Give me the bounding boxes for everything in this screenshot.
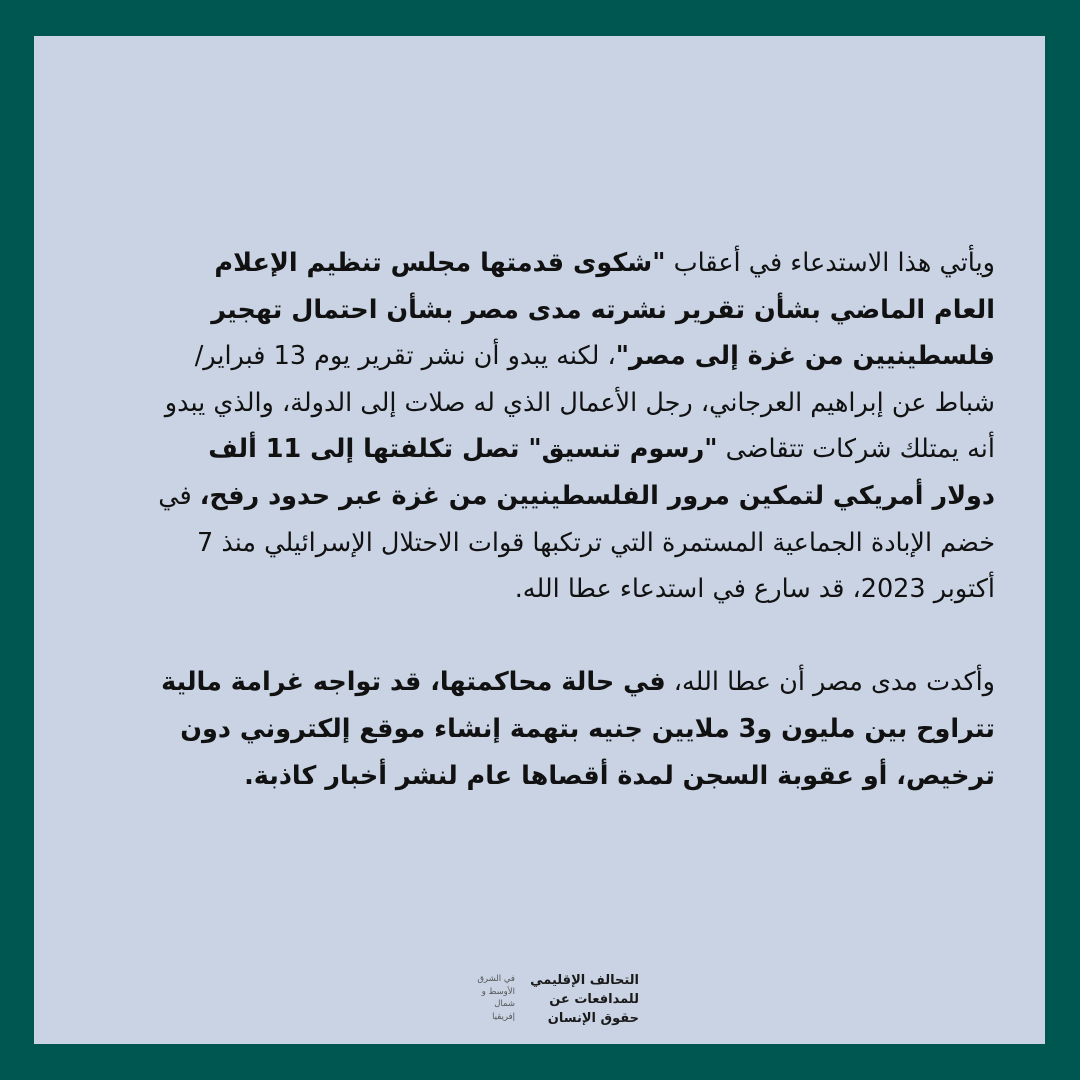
logo-side-text [449, 973, 515, 1023]
content-card [34, 36, 1045, 1044]
logo-main-text [521, 971, 639, 1028]
paragraph-1 [150, 240, 995, 613]
logo-line-1: التحالف الإقليمي [530, 973, 639, 988]
paragraph-2-segment-2: في حالة محاكمتها، قد تواجه غرامة مالية تتراوح بين مليون و3 ملايين جنيه بتهمة إنشاء موقع إلكتروني دون ترخيص، أو عقوبة السجن لمدة أقصاها عام لنشر أخبار كاذبة. [161, 667, 995, 791]
paragraph-1-segment-4: "رسوم تنسيق" تصل تكلفتها إلى 11 ألف دولار أمريكي لتمكين مرور الفلسطينيين من غزة عبر حدود رفح، [199, 434, 995, 511]
logo-line-3: حقوق الإنسان [547, 1011, 639, 1026]
article-body [150, 240, 995, 846]
logo-side-4: إفريقيا [492, 1011, 515, 1022]
paragraph-1-segment-1: ويأتي هذا الاستدعاء في أعقاب [665, 248, 995, 278]
logo-side-2: الأوسط و [481, 986, 515, 997]
paragraph-2-segment-1: وأكدت مدى مصر أن عطا الله، [665, 667, 995, 698]
logo-line-2: للمدافعات عن [549, 992, 639, 1007]
paragraph-1-segment-2: "شكوى قدمتها مجلس تنظيم الإعلام العام الماضي بشأن تقرير نشرته مدى مصر بشأن احتمال تهجير فلسطينيين من غزة إلى مصر" [211, 248, 995, 372]
paragraph-2 [150, 659, 995, 799]
organization-logo [449, 971, 639, 1035]
paragraph-1-segment-3: ، لكنه يبدو أن نشر تقرير يوم 13 فبراير/شباط عن إبراهيم العرجاني، رجل الأعمال الذي له صلات إلى الدولة، والذي يبدو أنه يمتلك شركات تتقاضى [164, 341, 995, 465]
paragraph-1-segment-5: في خضم الإبادة الجماعية المستمرة التي ترتكبها قوات الاحتلال الإسرائيلي منذ 7 أكتوبر 2023، قد سارع في استدعاء عطا الله. [158, 480, 995, 605]
logo-side-3: شمال [494, 999, 515, 1009]
logo-side-1: في الشرق [477, 974, 515, 984]
